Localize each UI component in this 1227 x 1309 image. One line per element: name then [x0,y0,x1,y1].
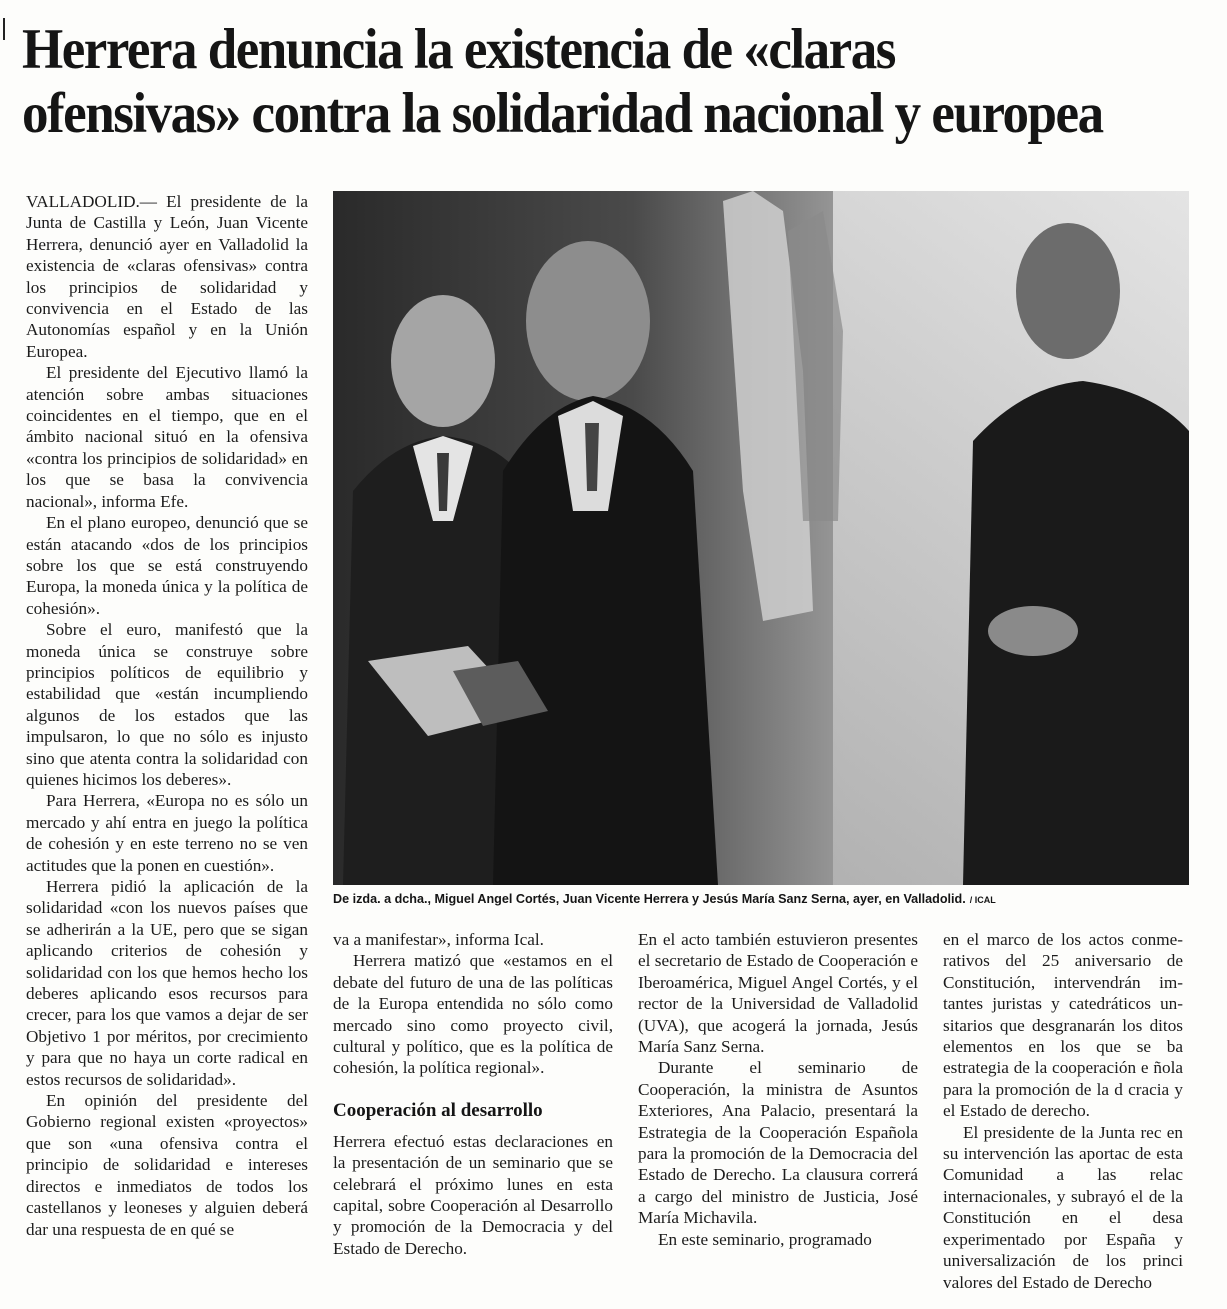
paragraph: Para Herrera, «Europa no es sólo un mercado y ahí entra en juego la política de cohesión y en este terreno no se ven actitudes que la ponen en cuestión». [26,791,308,875]
paragraph: Herrera matizó que «estamos en el debate del futuro de una de las políticas de la Europa entendida no sólo como mercado sino como proyecto civil, cultural y político, que es la política de cohesión, la política regional». [333,951,613,1078]
paragraph: El presidente del Ejecutivo llamó la atención sobre ambas situaciones coincidentes en el tiempo, que en el ámbito nacional situó en la ofensiva «contra los principios de solidaridad» en los que se basa la convivencia nacional», informa Efe. [26,363,308,511]
paragraph: Sobre el euro, manifestó que la moneda única se construye sobre principios políticos de equilibrio y estabilidad que «están incumpliendo algunos de los estados que las impulsaron, lo que no sólo es injusto sino que atenta contra la solidaridad con quienes hicimos los deberes». [26,620,308,789]
paragraph: En opinión del presidente del Gobierno regional existen «proyectos» que son «una ofensiva contra el principio de solidaridad e intereses directos e inmediatos de todos los castellanos y leoneses y alguien deberá dar una respuesta de en qué se [26,1091,308,1239]
paragraph: En el plano europeo, denunció que se están atacando «dos de los principios sobre los que se está construyendo Europa, la moneda única y la política de cohesión». [26,513,308,618]
paragraph: va a manifestar», informa Ical. [333,930,544,949]
caption-text: De izda. a dcha., Miguel Angel Cortés, Juan Vicente Herrera y Jesús María Sanz Serna, ayer, en Valladolid. [333,892,966,906]
headline-line-2: ofensivas» contra la solidaridad nacional y europea [22,82,1103,145]
paragraph: En el acto también estuvieron presentes el secretario de Estado de Cooperación e Iberoamérica, Miguel Angel Cortés, y el rector de la Universidad de Valladolid (UVA), que acogerá la jornada, Jesús María Sanz Serna. [638,930,918,1057]
photo-illustration [333,191,1189,885]
paragraph: en el marco de los actos conmerativos del 25 aniversario de Constitución, intervendrán imtantes juristas y catedráticos unsitarios que desgranarán los ditos elementos en los que se ba estrategia de la cooperación e ñola para la promoción de la d cracia y el Estado de derecho. [943,930,1183,1121]
photo-caption [333,890,1213,909]
headline [22,18,1133,146]
paragraph: Durante el seminario de Cooperación, la ministra de Asuntos Exteriores, Ana Palacio, presentará la Estrategia de la Cooperación Española para la promoción de la Democracia del Estado de Derecho. La clausura correrá a cargo del ministro de Justicia, José María Michavila. [638,1058,918,1228]
paragraph: En este seminario, programado [658,1229,872,1249]
news-photo [333,191,1189,885]
headline-line-1: Herrera denuncia la existencia de «claras [22,18,895,81]
photo-credit: / ICAL [969,895,996,905]
article-column-1 [26,191,308,1240]
page-edge-mark [3,18,5,40]
paragraph: Herrera efectuó estas declaraciones en la presentación de un seminario que se celebrará el próximo lunes en esta capital, sobre Cooperación al Desarrollo y promoción de la Democracia y del Estado de Derecho. [333,1131,613,1258]
paragraph: Herrera pidió la aplicación de la solidaridad «con los nuevos países que se adherirán a la UE, pero que se sigan aplicando criterios de cohesión y solidaridad con los que hemos hecho los deberes aplicando esos recursos para crecer, para los que vamos a dejar de ser Objetivo 1 por méritos, por crecimiento y para que no haya un corte radical en estos recursos de solidaridad». [26,877,308,1089]
article-column-2 [333,929,613,1259]
section-subhead: Cooperación al desarrollo [333,1099,543,1121]
article-column-3 [638,929,918,1250]
article-column-4 [943,929,1183,1293]
paragraph: VALLADOLID.— El presidente de la Junta de Castilla y León, Juan Vicente Herrera, denunció ayer en Valladolid la existencia de «claras ofensivas» contra los principios de solidaridad y convivencia en el Estado de las Autonomías español y en la Unión Europea. [26,192,308,361]
paragraph: El presidente de la Junta rec en su intervención las aportac de esta Comunidad a las relac internacionales, y subrayó el de la Constitución en el desa experimentado por España y universalización de los princi valores del Estado de Derecho [943,1122,1183,1292]
